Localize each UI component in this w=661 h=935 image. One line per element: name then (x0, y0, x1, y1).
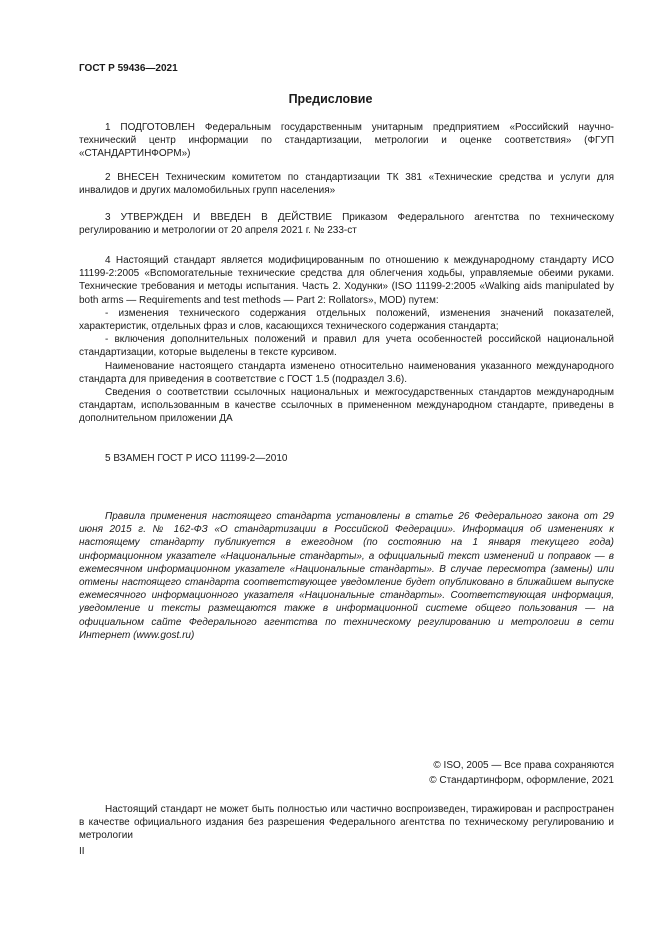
item-5-text: 5 ВЗАМЕН ГОСТ Р ИСО 11199-2—2010 (105, 453, 288, 464)
item-2 (79, 171, 614, 197)
item-5 (79, 452, 614, 465)
copyright-iso: © ISO, 2005 — Все права сохраняются (433, 760, 614, 771)
reproduction-notice (79, 803, 614, 843)
page-title: Предисловие (288, 92, 373, 106)
item-2-text: 2 ВНЕСЕН Техническим комитетом по стандартизации ТК 381 «Технические средства и услуги для инвалидов и других маломобильных групп населения» (79, 172, 614, 197)
application-notice (79, 510, 614, 642)
item-4-paragraph: 4 Настоящий стандарт является модифицированным по отношению к международному стандарту ИСО 11199-2:2005 «Вспомогательные технические средства для облегчения ходьбы, управляемые обеими руками. Технические требования и методы испытания. Часть 2. Ходунки» (ISO 11199-2:2005 «Walking aids manipulated by both arms — Requirements and test methods — Part 2: Rollators», MOD) путем: (79, 255, 614, 306)
item-4-paragraph: Наименование настоящего стандарта изменено относительно наименования указанного международного стандарта для приведения в соответствие с ГОСТ 1.5 (подраздел 3.6). (79, 360, 614, 385)
standard-id: ГОСТ Р 59436—2021 (79, 63, 178, 74)
item-1 (79, 121, 614, 161)
application-notice-text: Правила применения настоящего стандарта установлены в статье 26 Федерального закона от 29 июня 2015 г. № 162-ФЗ «О стандартизации в Российской Федерации». Информация об изменениях к настоящему стандарту публикуется в ежегодном (по состоянию на 1 января текущего года) информационном указателе «Национальные стандарты», а официальный текст изменений и поправок — в ежемесячном информационном указателе «Национальные стандарты». В случае пересмотра (замены) или отмены настоящего стандарта соответствующее уведомление будет опубликовано в ближайшем выпуске ежемесячного информационного указателя «Национальные стандарты». Соответствующая информация, уведомление и тексты размещаются также в информационной системе общего пользования — на официальном сайте Федерального агентства по техническому регулированию и метрологии в сети Интернет (www.gost.ru) (79, 511, 614, 641)
item-4-paragraph: - включения дополнительных положений и правил для учета особенностей российской национальной стандартизации, которые выделены в тексте курсивом. (79, 334, 614, 359)
item-1-text: 1 ПОДГОТОВЛЕН Федеральным государственным унитарным предприятием «Российский научно-технический центр информации по стандартизации, метрологии и оценке соответствия» (ФГУП «СТАНДАРТИНФОРМ») (79, 122, 614, 160)
copyright-standartinform: © Стандартинформ, оформление, 2021 (429, 775, 614, 786)
item-4-paragraph: Сведения о соответствии ссылочных национальных и межгосударственных стандартов международным стандартам, использованным в качестве ссылочных в примененном международном стандарте, приведены в дополнительном приложении ДА (79, 387, 614, 425)
page-number: II (79, 846, 85, 857)
item-3-text: 3 УТВЕРЖДЕН И ВВЕДЕН В ДЕЙСТВИЕ Приказом Федерального агентства по техническому регулированию и метрологии от 20 апреля 2021 г. № 233-ст (79, 212, 614, 237)
item-3 (79, 211, 614, 237)
item-4-paragraph: - изменения технического содержания отдельных положений, изменения значений показателей, характеристик, отдельных фраз и слов, касающихся технического содержания стандарта; (79, 307, 614, 333)
copyright-block (429, 758, 614, 788)
item-4 (79, 254, 614, 426)
reproduction-notice-text: Настоящий стандарт не может быть полностью или частично воспроизведен, тиражирован и распространен в качестве официального издания без разрешения Федерального агентства по техническому регулированию и метрологии (79, 804, 614, 842)
